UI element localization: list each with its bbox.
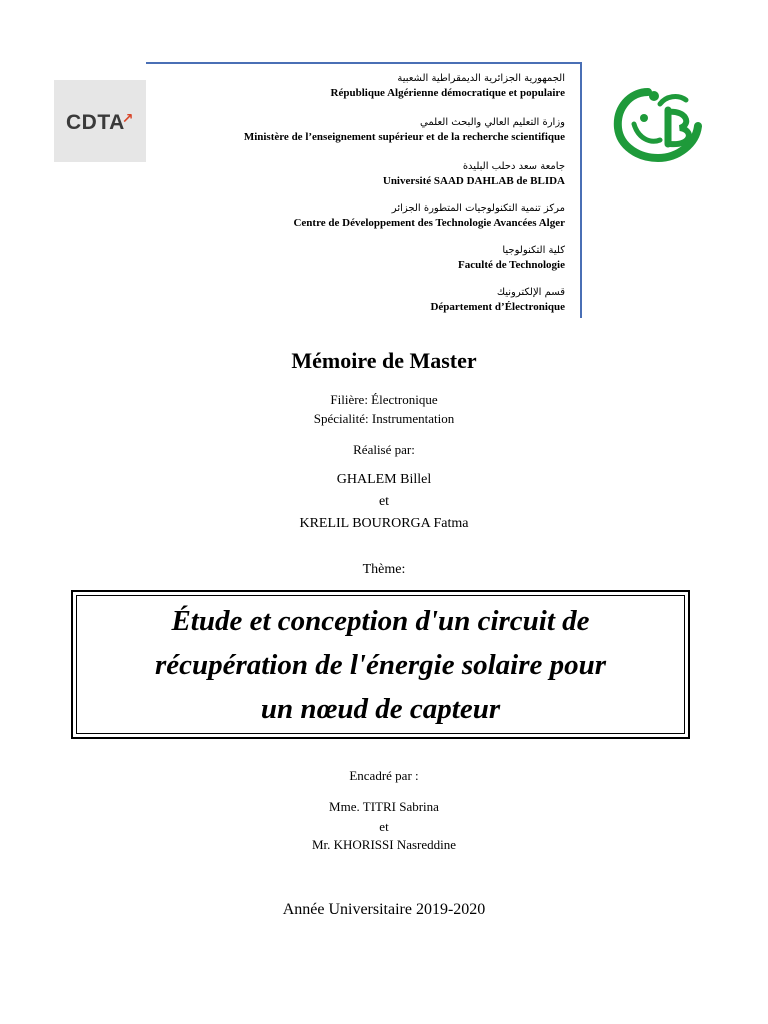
university-logo-icon <box>608 82 708 164</box>
author-2: KRELIL BOURORGA Fatma <box>299 516 469 531</box>
thesis-title-box <box>71 590 690 739</box>
author-conjunction: et <box>378 494 390 509</box>
academic-year: Année Universitaire 2019-2020 <box>282 901 486 918</box>
supervisor-conjunction: et <box>379 819 389 834</box>
document-type: Mémoire de Master <box>291 348 477 373</box>
thesis-title-line: Étude et conception d'un circuit de <box>171 604 590 637</box>
institution-university <box>383 160 565 188</box>
realise-par-label: Réalisé par: <box>353 442 415 457</box>
thesis-title <box>155 599 606 731</box>
institution-ar: مركز تنمية التكنولوجيات المتطورة الجزائر <box>391 203 565 214</box>
institution-ar: الجمهورية الجزائرية الديمقراطية الشعبية <box>397 73 565 84</box>
institution-fr: Université SAAD DAHLAB de BLIDA <box>382 175 565 187</box>
theme-label: Thème: <box>362 562 406 577</box>
institution-republic <box>331 72 565 100</box>
institution-fr: Faculté de Technologie <box>458 259 565 271</box>
institution-department <box>430 286 565 314</box>
institution-fr: République Algérienne démocratique et populaire <box>330 87 565 99</box>
cdta-logo-text: CDTA <box>66 111 125 134</box>
supervisor-1: Mme. TITRI Sabrina <box>329 799 439 814</box>
thesis-title-line: un nœud de capteur <box>260 692 501 725</box>
institution-fr: Centre de Développement des Technologie Avancées Alger <box>293 217 565 229</box>
institution-ministry <box>244 116 565 144</box>
thesis-title-line: récupération de l'énergie solaire pour <box>154 648 607 681</box>
institution-ar: جامعة سعد دحلب البليدة <box>462 161 565 172</box>
cdta-logo <box>54 80 146 162</box>
specialite: Spécialité: Instrumentation <box>313 411 455 426</box>
institution-fr: Ministère de l’enseignement supérieur et de la recherche scientifique <box>243 131 565 143</box>
institution-ar: وزارة التعليم العالي والبحث العلمي <box>420 117 565 128</box>
supervisor-2: Mr. KHORISSI Nasreddine <box>311 837 457 852</box>
encadre-par-label: Encadré par : <box>349 768 419 783</box>
institution-ar: كلية التكنولوجيا <box>502 245 565 256</box>
institution-ar: قسم الإلكترونيك <box>496 287 565 298</box>
institution-cdta <box>293 202 565 230</box>
header-right-rule <box>580 62 582 318</box>
filiere: Filière: Électronique <box>330 392 438 407</box>
author-1: GHALEM Billel <box>336 472 432 487</box>
institution-faculty <box>458 244 565 272</box>
institution-fr: Département d’Électronique <box>430 301 565 313</box>
cdta-mark-icon: ↗ <box>121 110 134 126</box>
header-top-rule <box>146 62 582 64</box>
